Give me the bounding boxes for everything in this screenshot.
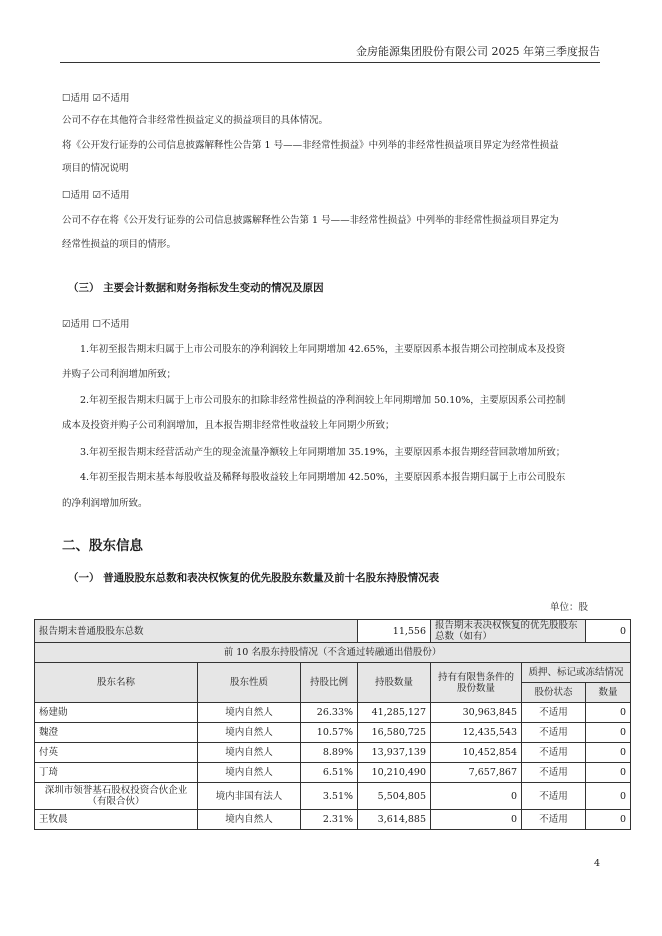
paragraph-line: 公司不存在其他符合非经常性损益定义的损益项目的具体情况。 (62, 115, 329, 126)
cell-qty: 10,210,490 (358, 763, 431, 783)
paragraph-line: 2.年初至报告期末归属于上市公司股东的扣除非经常性损益的净利润较上年同期增加 50.10%，主要原因系公司控制 (80, 395, 566, 406)
cell-status: 不适用 (522, 763, 586, 783)
cell-name: 王牧晨 (35, 810, 198, 830)
cell-restricted: 10,452,854 (431, 743, 522, 763)
header-row (35, 663, 631, 683)
paragraph-line: 4.年初至报告期末基本每股收益及稀释每股收益较上年同期增加 42.50%，主要原因系本报告期归属于上市公司股东 (80, 472, 566, 483)
summary-row (35, 620, 631, 643)
cell-ratio: 3.51% (301, 783, 358, 810)
cell-qty: 13,937,139 (358, 743, 431, 763)
cell-count: 0 (586, 783, 631, 810)
cell-status: 不适用 (522, 810, 586, 830)
table-row (35, 783, 631, 810)
paragraph-line: 将《公开发行证券的公司信息披露解释性公告第 1 号——非经常性损益》中列举的非经常性损益项目界定为经常性损益 (62, 140, 559, 151)
paragraph-line: 的净利润增加所致。 (62, 498, 148, 509)
section-heading: （一） 普通股股东总数和表决权恢复的优先股股东数量及前十名股东持股情况表 (68, 572, 440, 584)
col-header-qty: 持股数量 (358, 663, 431, 703)
cell-count: 0 (586, 743, 631, 763)
col-header-count: 数量 (586, 683, 631, 703)
paragraph-line: 经常性损益的项目的情形。 (62, 239, 177, 250)
col-header-nature: 股东性质 (198, 663, 301, 703)
header-divider (60, 62, 600, 63)
cell-ratio: 8.89% (301, 743, 358, 763)
applicability-status: ☐适用 ☑不适用 (62, 93, 130, 104)
cell-nature: 境内自然人 (198, 763, 301, 783)
paragraph-line: 1.年初至报告期末归属于上市公司股东的净利润较上年同期增加 42.65%，主要原因系本报告期公司控制成本及投资 (80, 344, 566, 355)
total-holders-value: 11,556 (358, 620, 431, 643)
col-header-status: 股份状态 (522, 683, 586, 703)
cell-restricted: 0 (431, 783, 522, 810)
preferred-holders-value: 0 (586, 620, 631, 643)
paragraph-line: 并购子公司利润增加所致； (62, 369, 177, 380)
cell-restricted: 30,963,845 (431, 703, 522, 723)
table-row (35, 703, 631, 723)
cell-ratio: 2.31% (301, 810, 358, 830)
table-row (35, 743, 631, 763)
cell-count: 0 (586, 723, 631, 743)
table-row (35, 810, 631, 830)
total-holders-label: 报告期末普通股股东总数 (35, 620, 358, 643)
table-row (35, 763, 631, 783)
col-header-name: 股东名称 (35, 663, 198, 703)
cell-name: 付英 (35, 743, 198, 763)
cell-nature: 境内自然人 (198, 743, 301, 763)
cell-status: 不适用 (522, 703, 586, 723)
cell-name: 丁琦 (35, 763, 198, 783)
cell-name: 杨建勋 (35, 703, 198, 723)
cell-ratio: 6.51% (301, 763, 358, 783)
caption-row (35, 643, 631, 663)
cell-qty: 16,580,725 (358, 723, 431, 743)
cell-nature: 境内自然人 (198, 723, 301, 743)
applicability-status: ☐适用 ☑不适用 (62, 190, 130, 201)
paragraph-line: 成本及投资并购子公司利润增加，且本报告期非经常性收益较上年同期少所致； (62, 420, 395, 431)
unit-label: 单位：股 (549, 602, 588, 613)
cell-status: 不适用 (522, 743, 586, 763)
cell-ratio: 26.33% (301, 703, 358, 723)
top10-caption: 前 10 名股东持股情况（不含通过转融通出借股份） (35, 643, 631, 663)
cell-restricted: 12,435,543 (431, 723, 522, 743)
cell-ratio: 10.57% (301, 723, 358, 743)
section-heading: （三） 主要会计数据和财务指标发生变动的情况及原因 (68, 282, 324, 294)
page-number: 4 (593, 858, 600, 869)
cell-qty: 3,614,885 (358, 810, 431, 830)
cell-status: 不适用 (522, 783, 586, 810)
table-row (35, 723, 631, 743)
cell-qty: 41,285,127 (358, 703, 431, 723)
cell-nature: 境内自然人 (198, 810, 301, 830)
cell-restricted: 0 (431, 810, 522, 830)
paragraph-line: 公司不存在将《公开发行证券的公司信息披露解释性公告第 1 号——非经常性损益》中列举的非经常性损益项目界定为 (62, 215, 559, 226)
cell-nature: 境内非国有法人 (198, 783, 301, 810)
cell-count: 0 (586, 810, 631, 830)
preferred-holders-label: 报告期末表决权恢复的优先股股东总数（如有） (431, 620, 586, 643)
cell-qty: 5,504,805 (358, 783, 431, 810)
chapter-heading: 二、股东信息 (62, 538, 143, 554)
cell-nature: 境内自然人 (198, 703, 301, 723)
cell-count: 0 (586, 703, 631, 723)
cell-name: 魏澄 (35, 723, 198, 743)
col-header-pledge: 质押、标记或冻结情况 (522, 663, 631, 683)
cell-name: 深圳市领誉基石股权投资合伙企业（有限合伙） (35, 783, 198, 810)
paragraph-line: 3.年初至报告期末经营活动产生的现金流量净额较上年同期增加 35.19%，主要原因系本报告期经营回款增加所致； (80, 447, 566, 458)
col-header-restricted: 持有有限售条件的股份数量 (431, 663, 522, 703)
applicability-status: ☑适用 ☐不适用 (62, 319, 130, 330)
cell-restricted: 7,657,867 (431, 763, 522, 783)
paragraph-line: 项目的情况说明 (62, 163, 129, 174)
cell-count: 0 (586, 763, 631, 783)
report-header: 金房能源集团股份有限公司 2025 年第三季度报告 (356, 45, 600, 58)
shareholder-table (34, 619, 631, 830)
cell-status: 不适用 (522, 723, 586, 743)
col-header-ratio: 持股比例 (301, 663, 358, 703)
